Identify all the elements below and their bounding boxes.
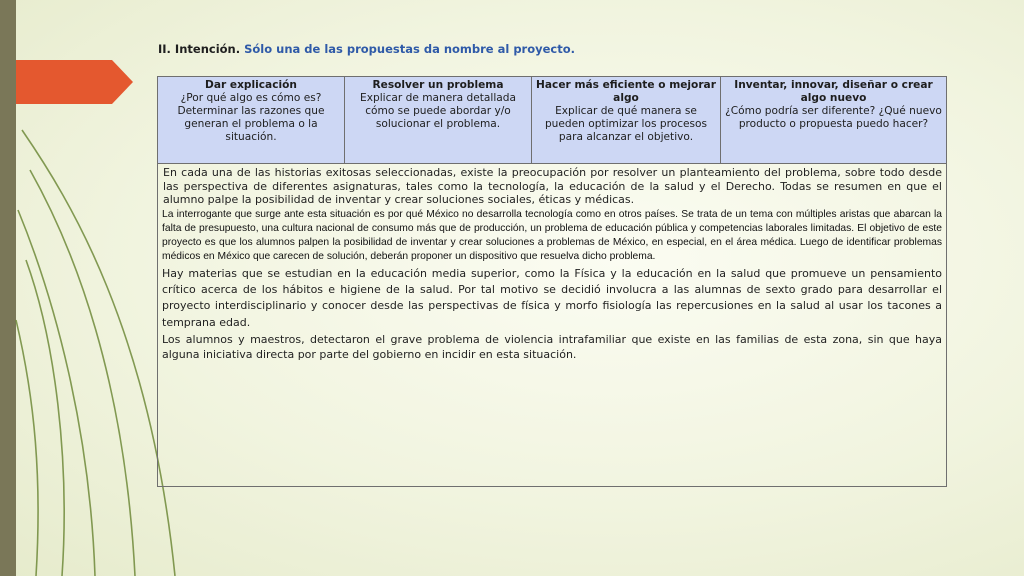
column-title: Resolver un problema <box>372 79 504 91</box>
paragraph-context: En cada una de las historias exitosas seleccionadas, existe la preocupación por resolver un planteamiento del problema, sobre todo desde las perspectiva de diferentes asignaturas, tales como la tecnología, la educación de la salud y el Derecho. Todas se resumen en que el alumno palpe la posibilidad de inventar y crear soluciones sociales, éticas y médicas. <box>163 166 942 207</box>
column-solve <box>345 77 532 164</box>
heading-highlight: Sólo una de las propuestas da nombre al proyecto. <box>240 42 576 56</box>
column-title: Hacer más eficiente o mejorar algo <box>536 79 716 104</box>
body-row <box>158 164 947 487</box>
column-body: Explicar de manera detallada cómo se puede abordar y/o solucionar el problema. <box>360 92 516 130</box>
column-title: Inventar, innovar, diseñar o crear algo nuevo <box>734 79 933 104</box>
section-heading <box>158 42 575 56</box>
column-body: Explicar de qué manera se pueden optimizar los procesos para alcanzar el objetivo. <box>544 105 708 143</box>
column-improve <box>532 77 721 164</box>
intention-table <box>157 76 947 487</box>
column-title: Dar explicación <box>205 79 297 91</box>
heading-prefix: II. Intención. <box>158 42 241 56</box>
paragraph-violence: Los alumnos y maestros, detectaron el grave problema de violencia intrafamiliar que existe en las familias de esta zona, sin que haya alguna iniciativa directa por parte del gobierno en incidir en esta situación. <box>162 333 942 362</box>
header-row <box>158 77 947 164</box>
project-description <box>158 164 947 487</box>
column-explain <box>158 77 345 164</box>
column-body: ¿Por qué algo es cómo es? Determinar las razones que generan el problema o la situación. <box>177 92 325 143</box>
column-invent <box>721 77 947 164</box>
column-body: ¿Cómo podría ser diferente? ¿Qué nuevo producto o propuesta puedo hacer? <box>725 105 942 130</box>
red-arrow-shape <box>16 60 133 104</box>
paragraph-question: La interrogante que surge ante esta situación es por qué México no desarrolla tecnología como en otros países. Se trata de un tema con múltiples aristas que abarcan la falta de presupuesto, una cultura nacional de consumo más que de producción, un problema de educación pública y competencias laborales limitadas. El objetivo de este proyecto es que los alumnos palpen la posibilidad de inventar y crear soluciones a problemas de México, en especial, en el área médica. Luego de identificar problemas médicos en México que carecen de solución, deberán proponer un dispositivo que resuelva dicho problema. <box>162 208 942 263</box>
paragraph-subjects: Hay materias que se estudian en la educación media superior, como la Física y la educación en la salud que promueve un pensamiento crítico acerca de los hábitos e higiene de la salud. Por tal motivo se decidió involucra a las alumnas de sexto grado para desarrollar el proyecto interdisciplinario y conocer desde las perspectivas de física y morfo fisiología las repercusiones en la salud al usar los tacones a temprana edad. <box>162 266 942 329</box>
